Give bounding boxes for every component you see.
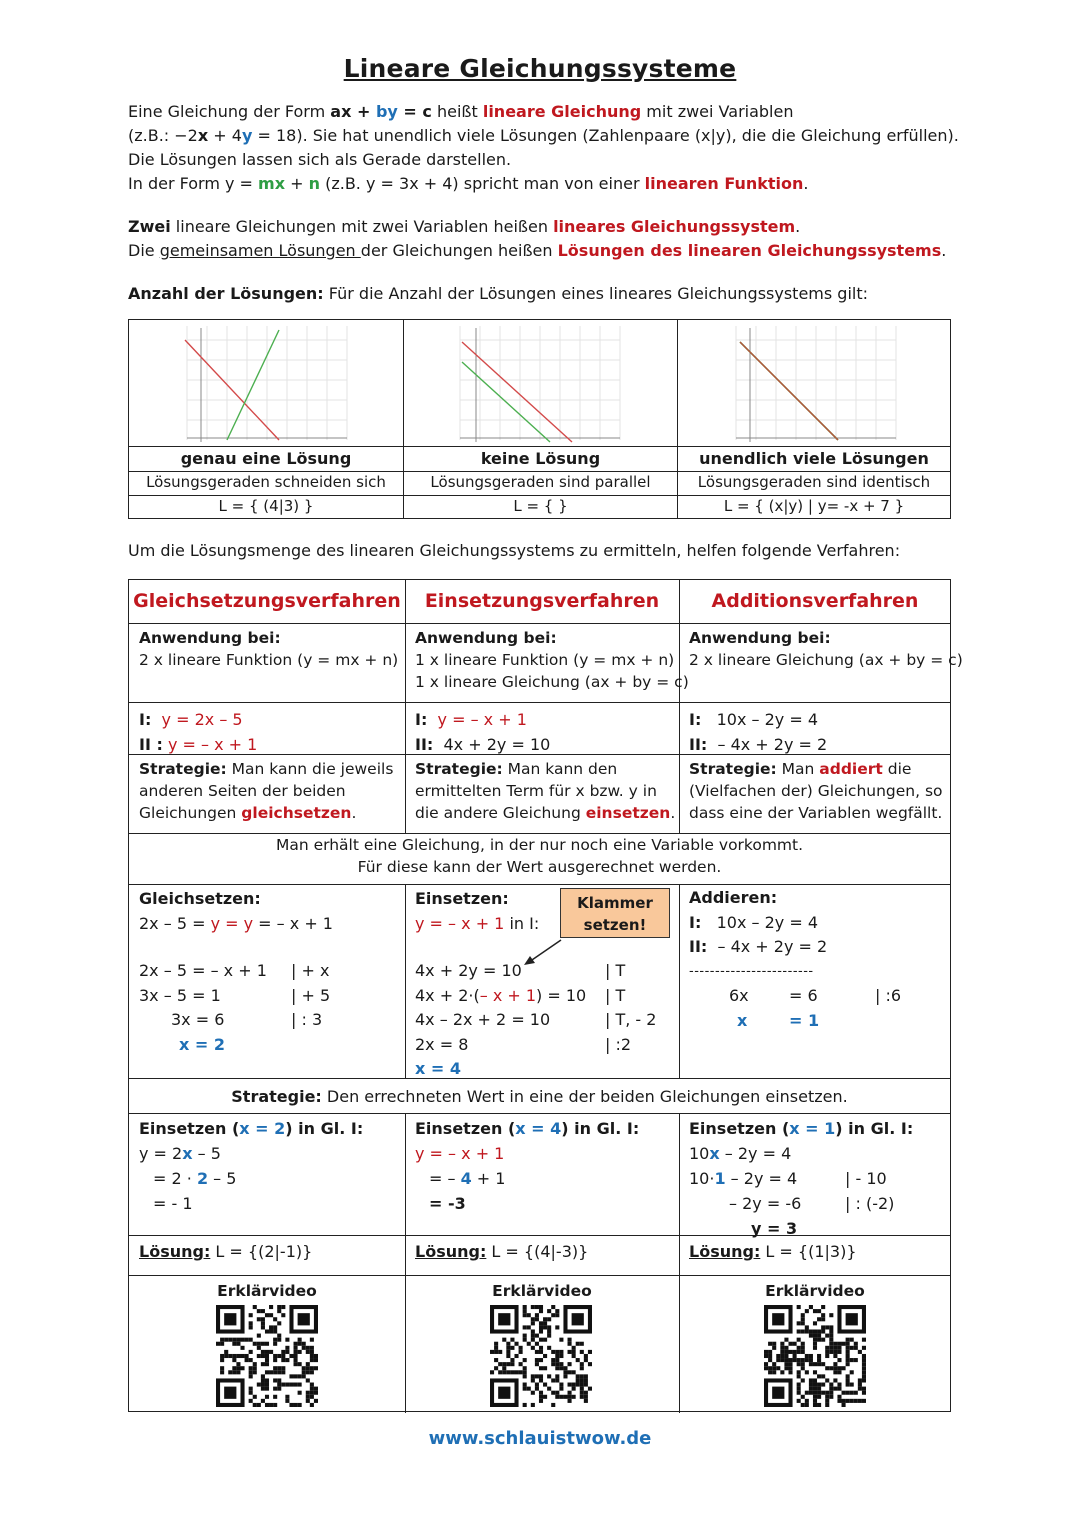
case-infinite-solutions [678, 320, 950, 518]
middle-note-2: Für diese kann der Wert ausgerechnet werden. [357, 858, 722, 876]
graph-parallel-lines [404, 320, 676, 446]
methods-intro: Um die Lösungsmenge des linearen Gleichungssystems zu ermitteln, helfen folgende Verfahren: [128, 541, 901, 560]
intro-line-2: (z.B.: −2x + 4y = 18). Sie hat unendlich viele Lösungen (Zahlenpaare (x|y), die die Gleichung erfüllen). [128, 126, 959, 145]
solution-cases-table [128, 319, 951, 519]
strategy-1: Strategie: Man kann die jeweils anderen Seiten der beiden Gleichungen gleichsetzen. [139, 760, 394, 822]
case-set: L = { (4|3) } [218, 497, 314, 515]
equations-2: I: y = – x + 1 II: 4x + 2y = 10 [415, 710, 551, 754]
equations-1: I: y = 2x – 5 II : y = – x + 1 [139, 710, 258, 754]
klammer-setzen-note: Klammer setzen! [560, 888, 670, 938]
case-title: genau eine Lösung [180, 449, 352, 468]
gleichsetzen-rows: 2x – 5 = – x + 1 3x – 5 = 1 3x = 6 x = 2 [139, 961, 267, 1054]
addieren-sum-right: = 6 = 1 [789, 986, 820, 1030]
case-desc: Lösungsgeraden schneiden sich [146, 473, 386, 491]
back-sub-3: Einsetzen (x = 1) in Gl. I: 10x – 2y = 4 10·1 – 2y = 4 – 2y = -6 y = 3 [689, 1119, 914, 1238]
back-sub-3-ops: | - 10 | : (-2) [845, 1169, 895, 1213]
system-line-1: Zwei lineare Gleichungen mit zwei Variablen heißen lineares Gleichungssystem. [128, 217, 801, 236]
qr-code-icon[interactable] [764, 1305, 866, 1407]
back-sub-1: Einsetzen (x = 2) in Gl. I: y = 2x – 5 = 2 · 2 – 5 = - 1 [139, 1119, 364, 1213]
anwendung-3: Anwendung bei: 2 x lineare Gleichung (ax + by = c) [689, 629, 963, 669]
case-no-solution [404, 320, 678, 518]
loesung-3: Lösung: L = {(1|3)} [689, 1242, 857, 1261]
intro-line-4: In der Form y = mx + n (z.B. y = 3x + 4) spricht man von einer linearen Funktion. [128, 174, 809, 193]
qr-code-icon[interactable] [216, 1305, 318, 1407]
graph-intersecting-lines [129, 320, 402, 446]
video-label-1: Erklärvideo [217, 1282, 317, 1300]
case-title: unendlich viele Lösungen [699, 449, 929, 468]
einsetzen-rows: 4x + 2y = 10 4x + 2·(– x + 1) = 10 4x – 2x + 2 = 10 2x = 8 x = 4 [415, 961, 587, 1078]
back-sub-2: Einsetzen (x = 4) in Gl. I: y = – x + 1 = – 4 + 1 = -3 [415, 1119, 640, 1213]
strategy-2: Strategie: Man kann den ermittelten Term für x bzw. y in die andere Gleichung einsetzen. [415, 760, 676, 822]
header-gleichsetzung: Gleichsetzungsverfahren [133, 590, 401, 612]
methods-table [128, 579, 963, 1412]
qr-code-icon[interactable] [490, 1305, 592, 1407]
header-einsetzung: Einsetzungsverfahren [424, 590, 660, 612]
case-desc: Lösungsgeraden sind parallel [430, 473, 651, 491]
strategy-3: Strategie: Man addiert die (Vielfachen der) Gleichungen, so dass eine der Variablen wegfällt. [689, 760, 943, 822]
graph-identical-lines [678, 320, 950, 446]
gleichsetzen-ops: | + x | + 5 | : 3 [291, 961, 331, 1029]
equations-3: I: 10x – 2y = 4 II: – 4x + 2y = 2 [689, 710, 828, 754]
video-label-3: Erklärvideo [765, 1282, 865, 1300]
loesung-2: Lösung: L = {(4|-3)} [415, 1242, 589, 1261]
case-set: L = { } [513, 497, 568, 515]
page-title: Lineare Gleichungssysteme [343, 54, 737, 83]
intro-line-3: Die Lösungen lassen sich als Gerade darstellen. [128, 150, 512, 169]
case-one-solution [129, 320, 404, 518]
intro-line-1: Eine Gleichung der Form ax + by = c heißt lineare Gleichung mit zwei Variablen [128, 102, 794, 121]
case-title: keine Lösung [480, 449, 601, 468]
video-label-2: Erklärvideo [492, 1282, 592, 1300]
einsetzen-ops: | T | T | T, - 2 | :2 [605, 961, 657, 1054]
middle-note-1: Man erhält eine Gleichung, in der nur noch eine Variable vorkommt. [275, 836, 804, 854]
count-line: Anzahl der Lösungen: Für die Anzahl der Lösungen eines lineares Gleichungssystems gilt: [128, 284, 869, 303]
addieren-sum-left: 6x x [729, 986, 749, 1030]
step-addieren: Addieren: I: 10x – 2y = 4 II: – 4x + 2y = 2 ------------------------ [689, 888, 828, 979]
step-gleichsetzen: Gleichsetzen: 2x – 5 = y = y = – x + 1 [139, 889, 333, 933]
case-desc: Lösungsgeraden sind identisch [697, 473, 931, 491]
system-line-2: Die gemeinsamen Lösungen der Gleichungen heißen Lösungen des linearen Gleichungssystems. [128, 241, 947, 260]
header-addition: Additionsverfahren [711, 590, 919, 612]
anwendung-2: Anwendung bei: 1 x lineare Funktion (y = mx + n) 1 x lineare Gleichung (ax + by = c) [415, 629, 689, 691]
case-set: L = { (x|y) | y= -x + 7 } [723, 497, 905, 515]
footer-url[interactable]: www.schlauistwow.de [428, 1428, 652, 1449]
anwendung-1: Anwendung bei: 2 x lineare Funktion (y = mx + n) [139, 629, 399, 669]
step-einsetzen: Einsetzen: y = – x + 1 in I: [415, 889, 540, 933]
addieren-op: | :6 [875, 986, 902, 1005]
strategy-insert: Strategie: Den errechneten Wert in eine der beiden Gleichungen einsetzen. [231, 1087, 848, 1106]
loesung-1: Lösung: L = {(2|-1)} [139, 1242, 313, 1261]
